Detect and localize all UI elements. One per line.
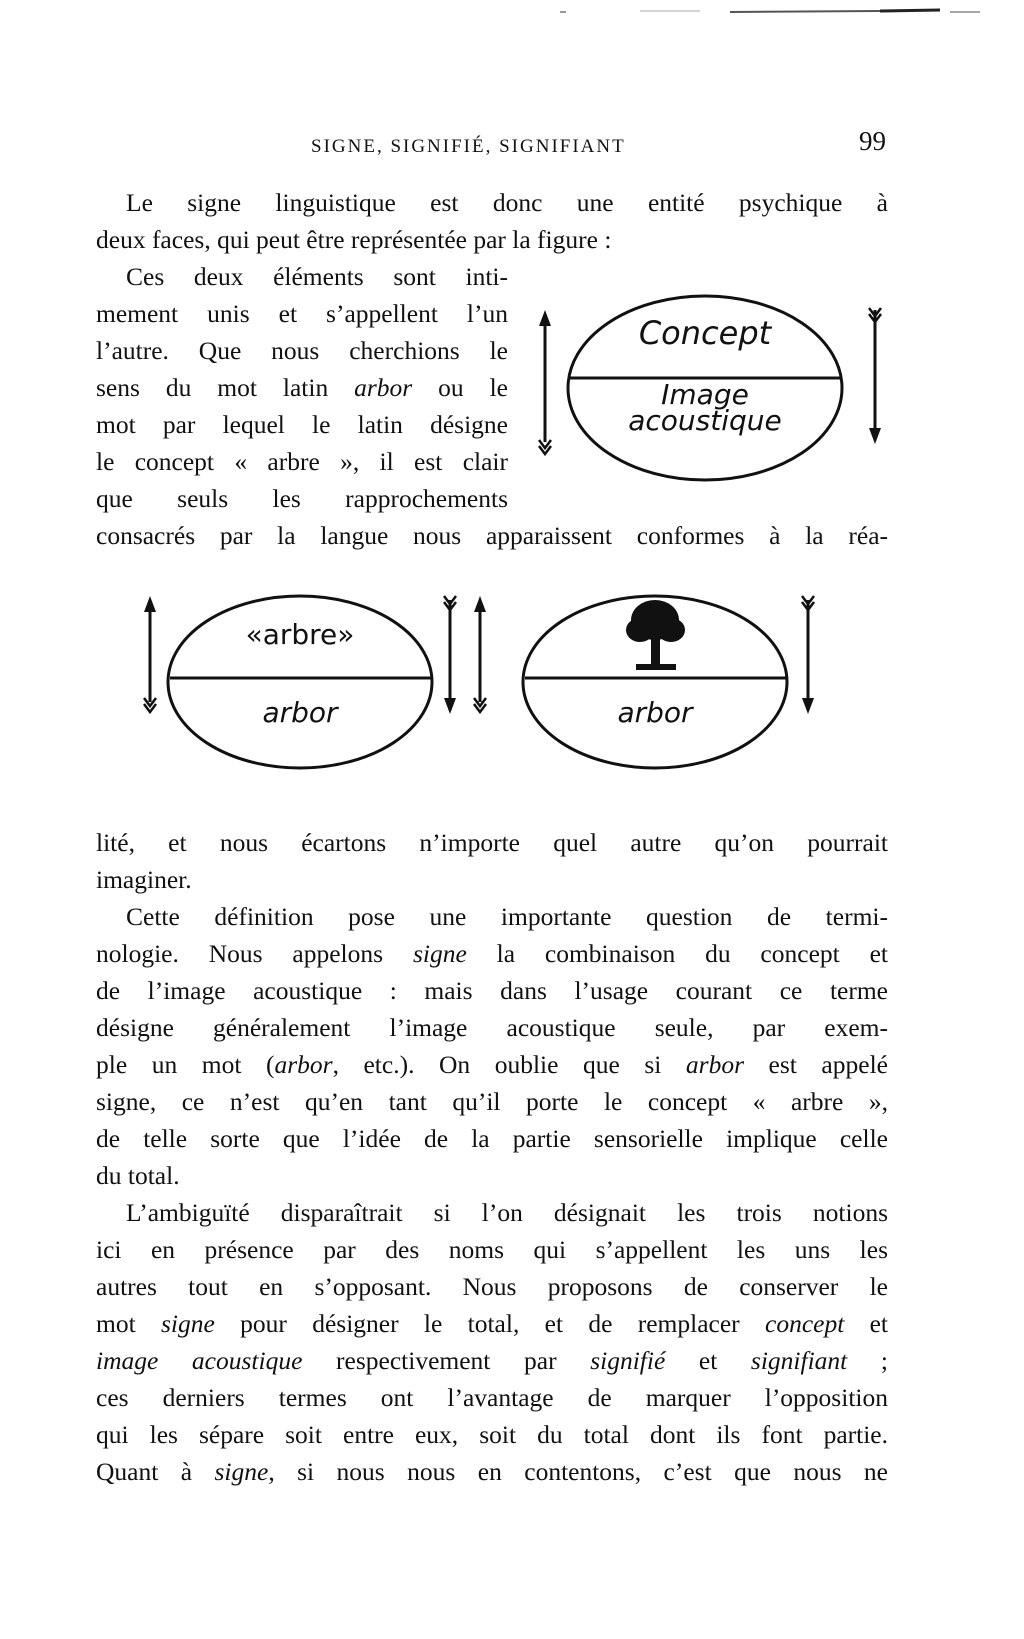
text-line: signe, ce n’est qu’en tant qu’il porte le concept « arbre »,	[96, 1087, 888, 1116]
arrow-up-icon	[539, 310, 551, 454]
text-line: du total.	[96, 1161, 180, 1190]
text-line: l’autre. Que nous cherchions le	[96, 336, 508, 365]
body-text	[96, 824, 888, 1490]
arrow-down-icon	[444, 596, 456, 714]
text-line: Ces deux éléments sont inti-	[126, 262, 508, 291]
text-line: Cette définition pose une importante question de termi-	[126, 902, 888, 931]
text-line: de l’image acoustique : mais dans l’usage courant ce terme	[96, 976, 888, 1005]
text-line: ple un mot (arbor, etc.). On oublie que si arbor est appelé	[96, 1050, 888, 1079]
emphasis: concept	[765, 1309, 845, 1338]
paragraph-1	[96, 184, 888, 258]
paragraph-2-end	[96, 517, 888, 554]
page-number: 99	[859, 126, 886, 156]
text-line: Quant à signe, si nous nous en contentons, c’est que nous ne	[96, 1457, 888, 1486]
emphasis: signe	[412, 939, 467, 968]
text-line: mot par lequel le latin désigne	[96, 410, 508, 439]
emphasis: signe	[161, 1309, 215, 1338]
sign-diagram-arbor	[140, 592, 840, 782]
text-line: mot signe pour désigner le total, et de remplacer concept et	[96, 1309, 889, 1338]
text-line: ici en présence par des noms qui s’appellent les uns les	[96, 1235, 888, 1264]
arrow-down-icon	[802, 596, 814, 714]
arrow-down-icon	[869, 308, 881, 444]
arbre-label: «arbre»	[245, 618, 355, 651]
text-line: qui les sépare soit entre eux, soit du total dont ils font partie.	[96, 1420, 888, 1449]
text-line: autres tout en s’opposant. Nous proposons de conserver le	[96, 1272, 888, 1301]
concept-label: Concept	[638, 314, 772, 352]
emphasis: arbor	[354, 373, 413, 402]
arbor-label-left: arbor	[262, 696, 338, 729]
arrow-up-icon	[474, 596, 486, 712]
page-header	[96, 126, 886, 162]
text-line: L’ambiguïté disparaîtrait si l’on désignait les trois notions	[126, 1198, 888, 1227]
emphasis: image acoustique	[96, 1346, 303, 1375]
text-line: imaginer.	[96, 865, 192, 894]
running-head: SIGNE, SIGNIFIÉ, SIGNIFIANT	[311, 136, 626, 157]
text-line: consacrés par la langue nous apparaissent conformes à la réa-	[96, 521, 888, 550]
text-line: sens du mot latin arbor ou le	[96, 373, 508, 402]
text-line: nologie. Nous appelons signe la combinaison du concept et	[96, 939, 888, 968]
scan-artifact-marks	[560, 6, 1000, 18]
emphasis: signifié	[590, 1346, 666, 1375]
text-line: Le signe linguistique est donc une entité psychique à	[126, 188, 888, 217]
text-line: de telle sorte que l’idée de la partie sensorielle implique celle	[96, 1124, 888, 1153]
text-line: le concept « arbre », il est clair	[96, 447, 508, 476]
paragraph-2	[96, 258, 508, 517]
image-label: Image	[661, 378, 749, 411]
arrow-up-icon	[144, 596, 156, 712]
emphasis: arbor	[685, 1050, 745, 1079]
emphasis: arbor	[274, 1050, 333, 1079]
text-line: deux faces, qui peut être représentée par la figure :	[96, 225, 612, 254]
emphasis: signifiant	[750, 1346, 848, 1375]
text-line: lité, et nous écartons n’importe quel autre qu’on pourrait	[96, 828, 888, 857]
text-line: image acoustique respectivement par signifié et signifiant ;	[96, 1346, 888, 1375]
arbor-label-right: arbor	[617, 696, 693, 729]
text-line: que seuls les rapprochements	[96, 484, 508, 513]
acoustique-label: acoustique	[628, 404, 782, 437]
text-line: ces derniers termes ont l’avantage de marquer l’opposition	[96, 1383, 888, 1412]
tree-icon	[626, 600, 685, 670]
sign-diagram-concept-image	[515, 292, 900, 492]
text-line: désigne généralement l’image acoustique seule, par exem-	[96, 1013, 888, 1042]
text-line: mement unis et s’appellent l’un	[96, 299, 508, 328]
emphasis: signe	[214, 1457, 269, 1486]
